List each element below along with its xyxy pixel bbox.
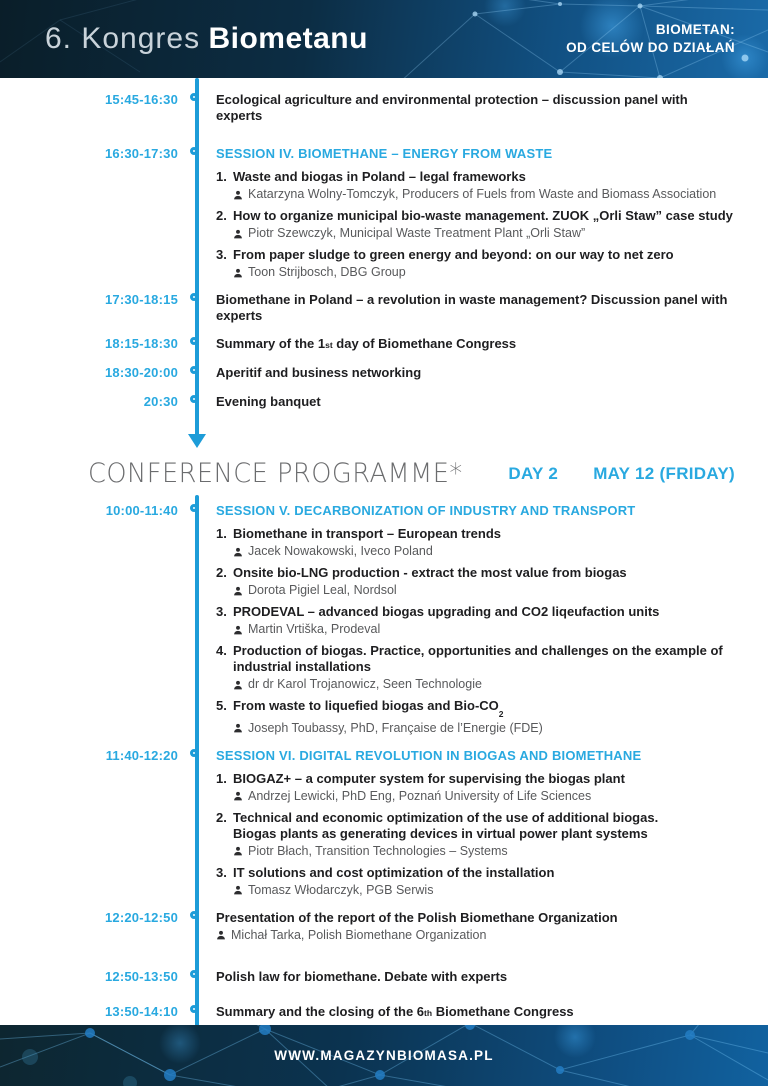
time-label: 10:00-11:40 <box>105 503 178 518</box>
talk-title <box>216 643 735 675</box>
page-title-bold: Biometanu <box>208 22 368 55</box>
talk-item <box>216 810 735 859</box>
ordinal-suffix: th <box>424 1007 433 1018</box>
talk-item <box>216 771 735 804</box>
time-label: 13:50-14:10 <box>104 1003 178 1019</box>
agenda-row <box>0 92 768 124</box>
speaker-icon <box>233 268 243 278</box>
talk-item <box>216 865 735 898</box>
talk-number: 4. <box>216 643 227 658</box>
agenda-row-session <box>0 748 768 904</box>
page-title-light: 6. Kongres <box>45 22 201 55</box>
time-label: 16:30-17:30 <box>104 146 178 161</box>
tagline-line1: BIOMETAN: <box>655 22 735 37</box>
timeline-node <box>190 293 198 301</box>
time-label: 17:30-18:15 <box>104 292 178 307</box>
time-label: 18:30-20:00 <box>104 365 178 380</box>
time-label: 11:40-12:20 <box>105 747 178 763</box>
day2-timeline <box>0 495 768 1044</box>
agenda-title: Summary and the closing of the 6th Biomethane Congress <box>216 1003 574 1019</box>
talk-title <box>216 865 735 881</box>
agenda-row-session <box>0 146 768 286</box>
speaker-icon <box>233 846 243 856</box>
timeline-node <box>190 911 198 919</box>
talk-title-text: Waste and biogas in Poland – legal frameworks <box>233 169 526 184</box>
timeline-node <box>190 366 198 374</box>
talk-title <box>216 526 735 542</box>
speaker-name: Michał Tarka, Polish Biomethane Organization <box>231 927 487 942</box>
footer-banner <box>0 1025 768 1086</box>
speaker-name: Dorota Pigiel Leal, Nordsol <box>248 583 397 597</box>
day1-timeline <box>0 78 768 448</box>
timeline-node <box>190 395 198 403</box>
time-label: 18:15-18:30 <box>104 336 178 351</box>
speaker-row <box>216 721 735 736</box>
talk-item <box>216 643 735 692</box>
timeline-node <box>190 93 198 101</box>
speaker-row <box>216 583 735 598</box>
agenda-row <box>0 910 768 943</box>
talk-item <box>216 698 735 736</box>
speaker-row <box>216 622 735 637</box>
talk-title-text: IT solutions and cost optimization of the installation <box>233 864 555 880</box>
agenda-row <box>0 394 768 410</box>
talk-number: 2. <box>216 565 227 580</box>
day-label: DAY 2 <box>508 463 559 483</box>
time-label: 20:30 <box>143 394 178 409</box>
talk-title <box>216 208 735 224</box>
speaker-icon <box>233 229 243 239</box>
tagline-line2: OD CELÓW DO DZIAŁAŃ <box>566 40 735 55</box>
agenda-title: Aperitif and business networking <box>216 365 422 380</box>
talk-title-text: Biomethane in transport – European trends <box>233 526 501 541</box>
arrow-down-icon <box>188 434 206 448</box>
speaker-name: Tomasz Włodarczyk, PGB Serwis <box>248 882 434 897</box>
talk-number: 3. <box>216 247 227 262</box>
talk-title <box>216 810 735 842</box>
timeline-node <box>190 749 198 757</box>
talk-title-text: Onsite bio-LNG production - extract the most value from biogas <box>233 565 627 580</box>
agenda-title: Ecological agriculture and environmental protection – discussion panel with experts <box>216 92 688 123</box>
talk-item <box>216 169 735 202</box>
timeline-node <box>190 147 198 155</box>
speaker-icon <box>233 791 243 801</box>
agenda-row <box>0 365 768 381</box>
agenda-row <box>0 336 768 352</box>
speaker-name: Martin Vrtiška, Prodeval <box>248 622 381 636</box>
speaker-name: dr dr Karol Trojanowicz, Seen Technologie <box>248 677 482 691</box>
speaker-icon <box>233 680 243 690</box>
talk-item <box>216 565 735 598</box>
speaker-icon <box>233 547 243 557</box>
agenda-title: Polish law for biomethane. Debate with experts <box>216 968 508 984</box>
timeline-node <box>190 1005 198 1013</box>
talk-title-text: PRODEVAL – advanced biogas upgrading and CO2 liqeufaction units <box>233 604 660 619</box>
speaker-name: Joseph Toubassy, PhD, Française de l’Energie (FDE) <box>248 720 543 735</box>
talk-number: 1. <box>216 169 227 184</box>
talk-number: 3. <box>216 604 227 619</box>
talk-item <box>216 208 735 241</box>
talk-title <box>216 565 735 581</box>
talk-item <box>216 526 735 559</box>
subscript-2: 2 <box>498 708 504 719</box>
speaker-row <box>216 226 735 241</box>
page-title <box>45 22 368 56</box>
talk-item <box>216 247 735 280</box>
talk-item <box>216 604 735 637</box>
header-banner <box>0 0 768 78</box>
speaker-row <box>216 789 735 804</box>
programme-heading: CONFERENCE PROGRAMME* <box>88 458 463 489</box>
ordinal-suffix: st <box>325 340 333 350</box>
speaker-icon <box>233 885 243 895</box>
talk-title <box>216 698 735 719</box>
agenda-title: Summary of the 1st day of Biomethane Congress <box>216 336 517 351</box>
talk-title-text: BIOGAZ+ – a computer system for supervising the biogas plant <box>233 770 625 786</box>
speaker-name: Katarzyna Wolny-Tomczyk, Producers of Fuels from Waste and Biomass Association <box>248 187 717 201</box>
website-url[interactable]: WWW.MAGAZYNBIOMASA.PL <box>274 1048 494 1063</box>
speaker-icon <box>233 190 243 200</box>
talk-title-text: How to organize municipal bio-waste management. ZUOK „Orli Staw” case study <box>233 208 733 223</box>
talk-title-text: From paper sludge to green energy and beyond: on our way to net zero <box>233 247 674 262</box>
speaker-row <box>216 187 735 202</box>
agenda-row-session <box>0 503 768 742</box>
talk-number: 2. <box>216 208 227 223</box>
talk-number: 3. <box>216 864 227 880</box>
talk-number: 5. <box>216 698 227 713</box>
talk-number: 2. <box>216 809 227 825</box>
speaker-row <box>216 544 735 559</box>
time-label: 12:20-12:50 <box>104 909 178 925</box>
talk-title-text: From waste to liquefied biogas and Bio-$CO_2$ <box>233 698 504 719</box>
agenda-title: Evening banquet <box>216 394 321 409</box>
speaker-name: Piotr Szewczyk, Municipal Waste Treatment Plant „Orli Staw” <box>248 226 586 240</box>
talk-title <box>216 247 735 263</box>
timeline-node <box>190 504 198 512</box>
session-heading: SESSION VI. DIGITAL REVOLUTION IN BIOGAS AND BIOMETHANE <box>216 747 642 763</box>
agenda-row <box>0 1004 768 1020</box>
agenda-title: Biomethane in Poland – a revolution in waste management? Discussion panel with experts <box>216 292 728 323</box>
speaker-icon <box>233 586 243 596</box>
event-tagline <box>566 21 735 57</box>
agenda-row <box>0 292 768 324</box>
agenda-title: Presentation of the report of the Polish Biomethane Organization <box>216 909 618 925</box>
speaker-icon <box>233 625 243 635</box>
speaker-icon <box>233 723 243 733</box>
speaker-row <box>216 928 735 943</box>
talk-title <box>216 771 735 787</box>
talk-number: 1. <box>216 526 227 541</box>
speaker-icon <box>216 930 226 940</box>
timeline-node <box>190 970 198 978</box>
speaker-row <box>216 844 735 859</box>
talk-title-text: Production of biogas. Practice, opportunities and challenges on the example of industrial installations <box>233 643 723 674</box>
agenda-row <box>0 969 768 985</box>
speaker-name: Toon Strijbosch, DBG Group <box>248 265 406 279</box>
speaker-row <box>216 677 735 692</box>
speaker-name: Andrzej Lewicki, PhD Eng, Poznań University of Life Sciences <box>248 788 592 803</box>
talk-title <box>216 169 735 185</box>
speaker-row <box>216 265 735 280</box>
date-label: MAY 12 (FRIDAY) <box>593 463 735 483</box>
time-label: 12:50-13:50 <box>104 968 178 984</box>
speaker-row <box>216 883 735 898</box>
session-heading: SESSION IV. BIOMETHANE – ENERGY FROM WASTE <box>216 146 553 161</box>
speaker-name: Jacek Nowakowski, Iveco Poland <box>248 544 433 558</box>
speaker-name: Piotr Błach, Transition Technologies – Systems <box>248 843 508 858</box>
session-heading: SESSION V. DECARBONIZATION OF INDUSTRY AND TRANSPORT <box>216 503 636 518</box>
talk-title-text: Technical and economic optimization of the use of additional biogas. Biogas plants as generating devices in virtual power plant systems <box>233 809 659 841</box>
talk-number: 1. <box>216 770 227 786</box>
time-label: 15:45-16:30 <box>104 92 178 107</box>
timeline-node <box>190 337 198 345</box>
talk-title <box>216 604 735 620</box>
day2-banner <box>88 458 735 489</box>
